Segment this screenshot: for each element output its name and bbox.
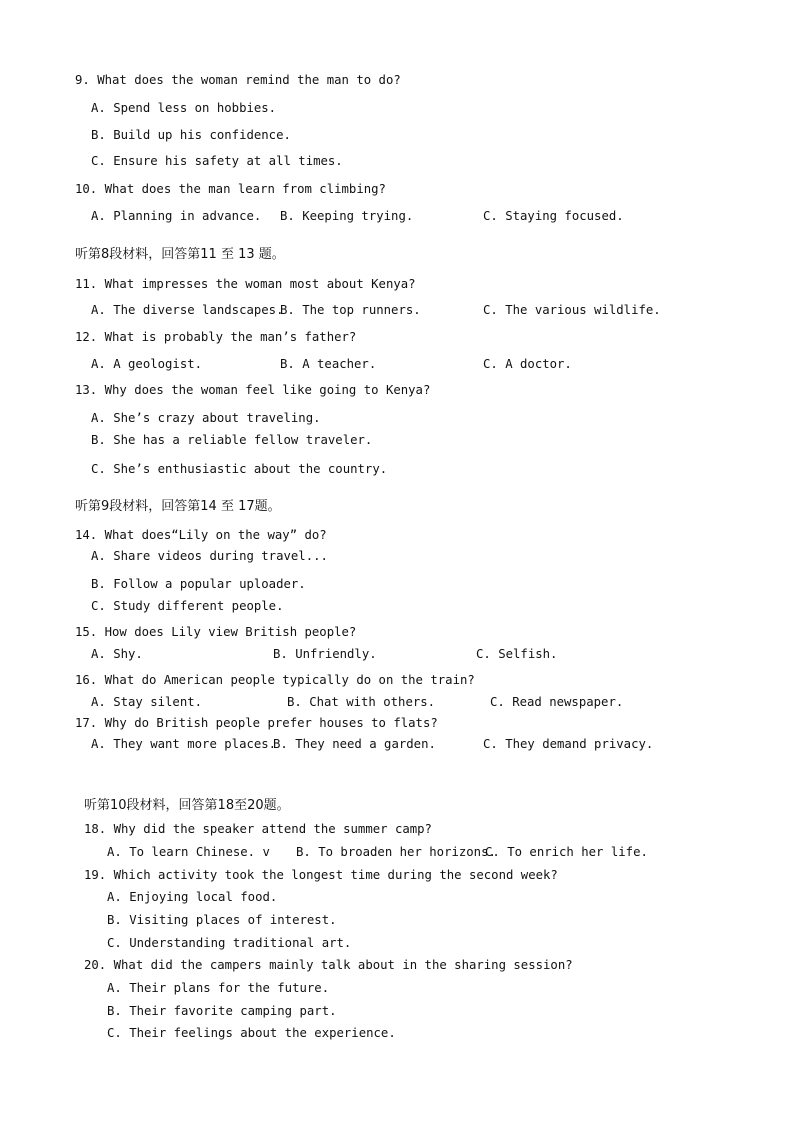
question-20-option-b: B. Their favorite camping part. <box>107 1004 337 1018</box>
question-17-option-b: B. They need a garden. <box>273 737 436 751</box>
question-10-stem: 10. What does the man learn from climbing? <box>75 182 386 196</box>
question-12-option-c: C. A doctor. <box>483 357 572 371</box>
question-19-option-c: C. Understanding traditional art. <box>107 936 352 950</box>
question-10-option-a: A. Planning in advance. <box>91 209 262 223</box>
question-9-stem: 9. What does the woman remind the man to do? <box>75 73 401 87</box>
section-9-heading: 听第9段材料，回答第14 至 17题。 <box>75 499 281 514</box>
question-11-option-a: A. The diverse landscapes. <box>91 303 284 317</box>
question-14-option-c: C. Study different people. <box>91 599 284 613</box>
question-13-option-a: A. She’s crazy about traveling. <box>91 411 321 425</box>
question-15-option-c: C. Selfish. <box>476 647 558 661</box>
question-16-option-a: A. Stay silent. <box>91 695 203 709</box>
question-9-option-a: A. Spend less on hobbies. <box>91 101 277 115</box>
question-19-option-b: B. Visiting places of interest. <box>107 913 337 927</box>
question-11-option-b: B. The top runners. <box>280 303 421 317</box>
section-10-heading: 听第10段材料，回答第18至20题。 <box>84 798 290 813</box>
question-14-option-a: A. Share videos during travel... <box>91 549 328 563</box>
question-18-option-a: A. To learn Chinese. v <box>107 845 270 859</box>
question-13-option-b: B. She has a reliable fellow traveler. <box>91 433 373 447</box>
question-20-option-c: C. Their feelings about the experience. <box>107 1026 396 1040</box>
question-20-stem: 20. What did the campers mainly talk about in the sharing session? <box>84 958 573 972</box>
question-12-stem: 12. What is probably the man’s father? <box>75 330 357 344</box>
question-18-option-b: B. To broaden her horizons. <box>296 845 496 859</box>
question-11-stem: 11. What impresses the woman most about Kenya? <box>75 277 416 291</box>
question-17-option-c: C. They demand privacy. <box>483 737 654 751</box>
question-19-option-a: A. Enjoying local food. <box>107 890 278 904</box>
question-11-option-c: C. The various wildlife. <box>483 303 661 317</box>
question-15-option-b: B. Unfriendly. <box>273 647 377 661</box>
question-13-stem: 13. Why does the woman feel like going to Kenya? <box>75 383 431 397</box>
question-18-stem: 18. Why did the speaker attend the summer camp? <box>84 822 432 836</box>
question-14-stem: 14. What does“Lily on the way” do? <box>75 528 327 542</box>
question-17-option-a: A. They want more places. <box>91 737 277 751</box>
question-12-option-b: B. A teacher. <box>280 357 377 371</box>
question-10-option-c: C. Staying focused. <box>483 209 624 223</box>
question-13-option-c: C. She’s enthusiastic about the country. <box>91 462 388 476</box>
question-18-option-c: C. To enrich her life. <box>485 845 648 859</box>
question-14-option-b: B. Follow a popular uploader. <box>91 577 306 591</box>
section-8-heading: 听第8段材料，回答第11 至 13 题。 <box>75 247 285 262</box>
question-12-option-a: A. A geologist. <box>91 357 203 371</box>
question-15-stem: 15. How does Lily view British people? <box>75 625 357 639</box>
question-16-stem: 16. What do American people typically do on the train? <box>75 673 475 687</box>
question-19-stem: 19. Which activity took the longest time during the second week? <box>84 868 558 882</box>
question-16-option-b: B. Chat with others. <box>287 695 436 709</box>
question-9-option-c: C. Ensure his safety at all times. <box>91 154 343 168</box>
question-17-stem: 17. Why do British people prefer houses to flats? <box>75 716 438 730</box>
question-15-option-a: A. Shy. <box>91 647 143 661</box>
question-9-option-b: B. Build up his confidence. <box>91 128 291 142</box>
question-20-option-a: A. Their plans for the future. <box>107 981 330 995</box>
question-10-option-b: B. Keeping trying. <box>280 209 414 223</box>
question-16-option-c: C. Read newspaper. <box>490 695 624 709</box>
